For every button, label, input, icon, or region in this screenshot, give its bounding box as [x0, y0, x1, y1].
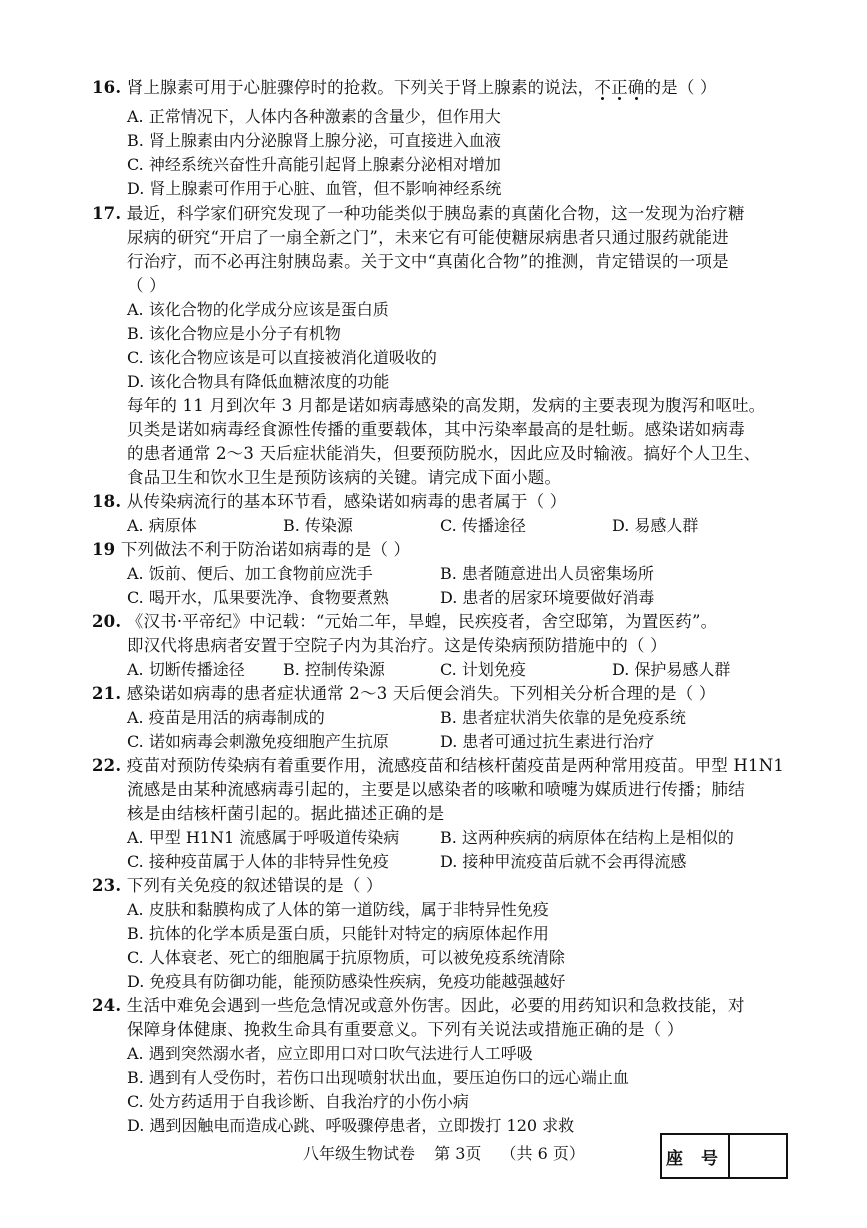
option-b: B. 传染源 — [283, 516, 353, 535]
option-b: B. 患者随意进出人员密集场所 — [440, 564, 654, 583]
option-c: C. 诺如病毒会刺激免疫细胞产生抗原 — [127, 732, 389, 751]
option-a: A. 该化合物的化学成分应该是蛋白质 — [127, 300, 389, 319]
question-18-stem — [92, 490, 566, 514]
question-20-stem — [92, 610, 717, 634]
question-21-stem — [92, 682, 716, 706]
option-d: D. 该化合物具有降低血糖浓度的功能 — [127, 372, 390, 391]
option-b: B. 抗体的化学本质是蛋白质，只能针对特定的病原体起作用 — [127, 924, 549, 943]
option-c: C. 人体衰老、死亡的细胞属于抗原物质，可以被免疫系统清除 — [127, 948, 565, 967]
question-23-stem — [92, 874, 383, 898]
option-c: C. 该化合物应该是可以直接被消化道吸收的 — [127, 348, 437, 367]
question-19-stem — [92, 538, 410, 562]
option-c: C. 传播途径 — [440, 516, 526, 535]
answer-paren: （ ） — [127, 276, 166, 295]
question-text: 行治疗，而不必再注射胰岛素。关于文中“真菌化合物”的推测，肯定错误的一项是 — [127, 252, 729, 271]
option-a: A. 饭前、便后、加工食物前应洗手 — [127, 564, 373, 583]
emphasis-char: 不 — [594, 78, 612, 97]
option-a: A. 正常情况下，人体内各种激素的含量少，但作用大 — [127, 107, 501, 126]
question-number: 16. — [92, 78, 122, 97]
option-c: C. 接种疫苗属于人体的非特异性免疫 — [127, 852, 389, 871]
question-text: 肾上腺素可用于心脏骤停时的抢救。下列关于肾上腺素的说法， — [126, 78, 595, 97]
question-22-stem — [92, 754, 784, 778]
seat-number-field[interactable] — [730, 1135, 786, 1177]
question-number: 24. — [92, 996, 122, 1015]
question-24-stem — [92, 994, 745, 1018]
option-c: C. 计划免疫 — [440, 660, 526, 679]
question-text: 疫苗对预防传染病有着重要作用，流感疫苗和结核杆菌疫苗是两种常用疫苗。甲型 H1N1 — [126, 756, 785, 775]
question-number: 19 — [92, 540, 116, 559]
option-b: B. 该化合物应是小分子有机物 — [127, 324, 341, 343]
emphasis-char: 确 — [627, 78, 645, 97]
question-number: 20. — [92, 612, 122, 631]
option-a: A. 疫苗是用活的病毒制成的 — [127, 708, 325, 727]
option-a: A. 病原体 — [127, 516, 197, 535]
passage-line: 每年的 11 月到次年 3 月都是诺如病毒感染的高发期，发病的主要表现为腹泻和呕吐。 — [127, 396, 766, 415]
option-b: B. 控制传染源 — [283, 660, 385, 679]
question-text: 生活中难免会遇到一些危急情况或意外伤害。因此，必要的用药知识和急救技能，对 — [126, 996, 745, 1015]
option-d: D. 免疫具有防御功能，能预防感染性疾病，免疫功能越强越好 — [127, 972, 566, 991]
option-d: D. 遇到因触电而造成心跳、呼吸骤停患者，立即拨打 120 求救 — [127, 1116, 575, 1135]
option-b: B. 患者症状消失依靠的是免疫系统 — [440, 708, 686, 727]
option-d: D. 接种甲流疫苗后就不会再得流感 — [440, 852, 687, 871]
emphasis-char: 正 — [611, 78, 628, 97]
footer-page: 第 3页 — [434, 1144, 482, 1163]
question-17-stem — [92, 202, 745, 226]
passage-line: 的患者通常 2～3 天后症状能消失，但要预防脱水，因此应及时输液。搞好个人卫生、 — [127, 444, 761, 463]
option-a: A. 遇到突然溺水者，应立即用口对口吹气法进行人工呼吸 — [127, 1044, 533, 1063]
question-text: 从传染病流行的基本环节看，感染诺如病毒的患者属于（ ） — [126, 492, 567, 511]
option-d: D. 肾上腺素可作用于心脏、血管，但不影响神经系统 — [127, 179, 502, 198]
question-number: 23. — [92, 876, 122, 895]
question-text: 下列做法不利于防治诺如病毒的是（ ） — [120, 540, 411, 559]
question-number: 22. — [92, 756, 122, 775]
question-text: 核是由结核杆菌引起的。据此描述正确的是 — [127, 804, 445, 823]
question-text: 的是（ ） — [644, 78, 717, 97]
question-16-stem — [92, 76, 717, 100]
page-footer — [303, 1143, 599, 1165]
option-d: D. 患者可通过抗生素进行治疗 — [440, 732, 655, 751]
option-d: D. 易感人群 — [612, 516, 699, 535]
question-text: 尿病的研究“开启了一扇全新之门”，未来它有可能使糖尿病患者只通过服药就能进 — [127, 228, 729, 247]
option-c: C. 喝开水，瓜果要洗净、食物要煮熟 — [127, 588, 389, 607]
option-c: C. 神经系统兴奋性升高能引起肾上腺素分泌相对增加 — [127, 155, 501, 174]
question-text: 下列有关免疫的叙述错误的是（ ） — [126, 876, 383, 895]
question-text: 最近，科学家们研究发现了一种功能类似于胰岛素的真菌化合物，这一发现为治疗糖 — [126, 204, 745, 223]
question-text: 保障身体健康、挽救生命具有重要意义。下列有关说法或措施正确的是（ ） — [127, 1020, 684, 1039]
option-a: A. 切断传播途径 — [127, 660, 245, 679]
option-c: C. 处方药适用于自我诊断、自我治疗的小伤小病 — [127, 1092, 469, 1111]
option-a: A. 皮肤和黏膜构成了人体的第一道防线，属于非特异性免疫 — [127, 900, 549, 919]
seat-number-label: 座 号 — [662, 1135, 730, 1177]
option-d: D. 患者的居家环境要做好消毒 — [440, 588, 655, 607]
seat-number-box — [660, 1133, 788, 1179]
question-number: 21. — [92, 684, 122, 703]
passage-line: 食品卫生和饮水卫生是预防该病的关键。请完成下面小题。 — [127, 468, 562, 487]
question-number: 17. — [92, 204, 122, 223]
option-d: D. 保护易感人群 — [612, 660, 731, 679]
question-text: 流感是由某种流感病毒引起的，主要是以感染者的咳嗽和喷嚏为媒质进行传播；肺结 — [127, 780, 745, 799]
question-text: 即汉代将患病者安置于空院子内为其治疗。这是传染病预防措施中的（ ） — [127, 636, 667, 655]
question-number: 18. — [92, 492, 122, 511]
question-text: 《汉书·平帝纪》中记载：“元始二年，旱蝗，民疾疫者，舍空邸第，为置医药”。 — [126, 612, 718, 631]
footer-total: （共 6 页） — [500, 1144, 585, 1163]
option-a: A. 甲型 H1N1 流感属于呼吸道传染病 — [127, 828, 400, 847]
option-b: B. 这两种疾病的病原体在结构上是相似的 — [440, 828, 734, 847]
option-b: B. 肾上腺素由内分泌腺肾上腺分泌，可直接进入血液 — [127, 131, 501, 150]
passage-line: 贝类是诺如病毒经食源性传播的重要载体，其中污染率最高的是牡蛎。感染诺如病毒 — [127, 420, 745, 439]
question-text: 感染诺如病毒的患者症状通常 2～3 天后便会消失。下列相关分析合理的是（ ） — [126, 684, 716, 703]
option-b: B. 遇到有人受伤时，若伤口出现喷射状出血，要压迫伤口的远心端止血 — [127, 1068, 629, 1087]
footer-subject: 八年级生物试卷 — [303, 1144, 416, 1163]
